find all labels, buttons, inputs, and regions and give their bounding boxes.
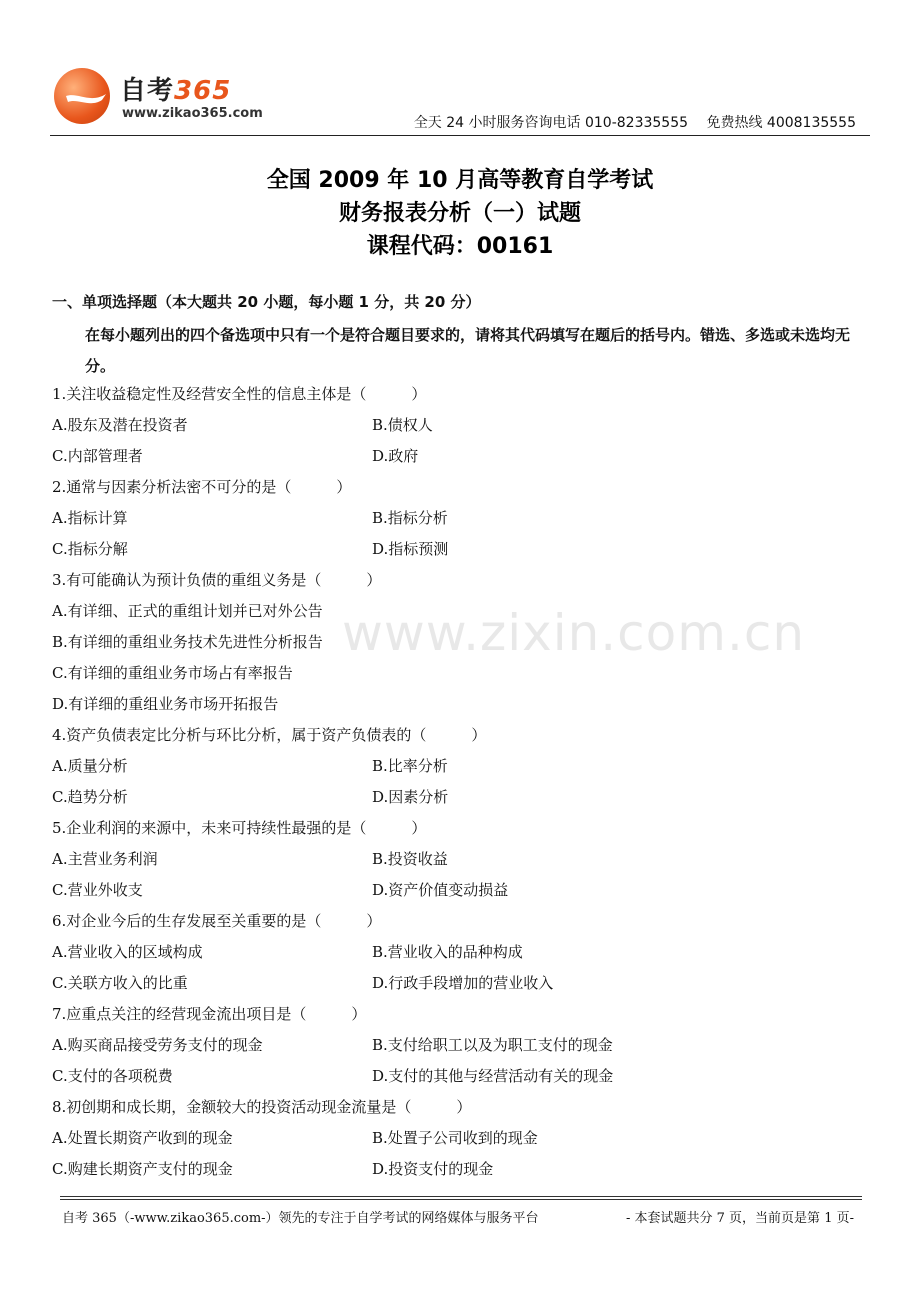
answer-option: B.支付给职工以及为职工支付的现金 [372, 1036, 613, 1054]
answer-option: B.处置子公司收到的现金 [372, 1129, 538, 1147]
answer-option: A.处置长期资产收到的现金 [52, 1129, 233, 1147]
watermark: www.zixin.com.cn [342, 604, 806, 662]
footer-page-info: - 本套试题共分 7 页，当前页是第 1 页- [626, 1211, 854, 1226]
answer-option: C.趋势分析 [52, 788, 128, 806]
option-row [52, 1154, 872, 1185]
logo-name: 自考365 [120, 76, 232, 106]
answer-option: C.营业外收支 [52, 881, 143, 899]
answer-option: A.股东及潜在投资者 [52, 416, 188, 434]
answer-option: C.支付的各项税费 [52, 1067, 173, 1085]
section-heading: 一、单项选择题（本大题共 20 小题，每小题 1 分，共 20 分） [52, 293, 481, 311]
answer-option: A.有详细、正式的重组计划并已对外公告 [52, 602, 323, 620]
exam-subject: 财务报表分析（一）试题 [338, 201, 581, 226]
option-row [52, 782, 872, 813]
header-divider [50, 135, 870, 136]
option-row [52, 968, 872, 999]
answer-option: A.指标计算 [52, 509, 128, 527]
option-row [52, 658, 872, 689]
question-stem: 2.通常与因素分析法密不可分的是（ ） [52, 478, 352, 496]
question-stem: 1.关注收益稳定性及经营安全性的信息主体是（ ） [52, 385, 427, 403]
answer-option: D.行政手段增加的营业收入 [372, 974, 554, 992]
course-code: 课程代码：00161 [366, 234, 554, 259]
exam-title: 全国 2009 年 10 月高等教育自学考试 [266, 168, 654, 193]
answer-option: C.有详细的重组业务市场占有率报告 [52, 664, 293, 682]
answer-option: C.关联方收入的比重 [52, 974, 188, 992]
option-row [52, 844, 872, 875]
option-row [52, 689, 872, 720]
footer-site-info: 自考 365（-www.zikao365.com-）领先的专注于自学考试的网络媒体与服务平台 [62, 1211, 539, 1226]
question-stem: 4.资产负债表定比分析与环比分析，属于资产负债表的（ ） [52, 726, 487, 744]
answer-option: D.有详细的重组业务市场开拓报告 [52, 695, 279, 713]
service-phone: 全天 24 小时服务咨询电话 010-82335555 [413, 115, 689, 131]
answer-option: D.资产价值变动损益 [372, 881, 509, 899]
answer-option: D.支付的其他与经营活动有关的现金 [372, 1067, 614, 1085]
answer-option: C.内部管理者 [52, 447, 143, 465]
question-list [52, 379, 872, 1185]
answer-option: A.营业收入的区域构成 [52, 943, 203, 961]
answer-option: D.投资支付的现金 [372, 1160, 494, 1178]
hotline-info [414, 112, 856, 132]
answer-option: B.有详细的重组业务技术先进性分析报告 [52, 633, 323, 651]
option-row [52, 410, 872, 441]
option-row [52, 1030, 872, 1061]
option-row [52, 751, 872, 782]
option-row [52, 875, 872, 906]
question-stem: 8.初创期和成长期，金额较大的投资活动现金流量是（ ） [52, 1098, 472, 1116]
answer-option: A.质量分析 [52, 757, 128, 775]
page-header [50, 62, 870, 136]
question-stem: 7.应重点关注的经营现金流出项目是（ ） [52, 1005, 367, 1023]
answer-option: B.营业收入的品种构成 [372, 943, 523, 961]
option-row [52, 937, 872, 968]
answer-option: D.因素分析 [372, 788, 449, 806]
answer-option: B.指标分析 [372, 509, 448, 527]
logo-swoosh-icon [64, 90, 108, 108]
answer-option: B.债权人 [372, 416, 433, 434]
option-row [52, 441, 872, 472]
logo-url[interactable]: www.zikao365.com [122, 106, 263, 121]
option-row [52, 534, 872, 565]
option-row [52, 1123, 872, 1154]
footer-divider [60, 1196, 862, 1197]
answer-option: C.购建长期资产支付的现金 [52, 1160, 233, 1178]
answer-option: D.政府 [372, 447, 419, 465]
free-hotline: 免费热线 4008135555 [706, 115, 856, 131]
logo-icon [54, 68, 110, 124]
answer-option: C.指标分解 [52, 540, 128, 558]
question-stem: 5.企业利润的来源中，未来可持续性最强的是（ ） [52, 819, 427, 837]
zikao365-logo[interactable] [50, 64, 280, 130]
question-stem: 6.对企业今后的生存发展至关重要的是（ ） [52, 912, 382, 930]
question-stem: 3.有可能确认为预计负债的重组义务是（ ） [52, 571, 382, 589]
answer-option: D.指标预测 [372, 540, 449, 558]
footer-divider [60, 1199, 862, 1200]
answer-option: A.购买商品接受劳务支付的现金 [52, 1036, 263, 1054]
option-row [52, 1061, 872, 1092]
section-instruction: 在每小题列出的四个备选项中只有一个是符合题目要求的，请将其代码填写在题后的括号内。错选、多选或未选均无分。 [85, 326, 851, 375]
answer-option: A.主营业务利润 [52, 850, 158, 868]
answer-option: B.投资收益 [372, 850, 448, 868]
option-row [52, 503, 872, 534]
answer-option: B.比率分析 [372, 757, 448, 775]
